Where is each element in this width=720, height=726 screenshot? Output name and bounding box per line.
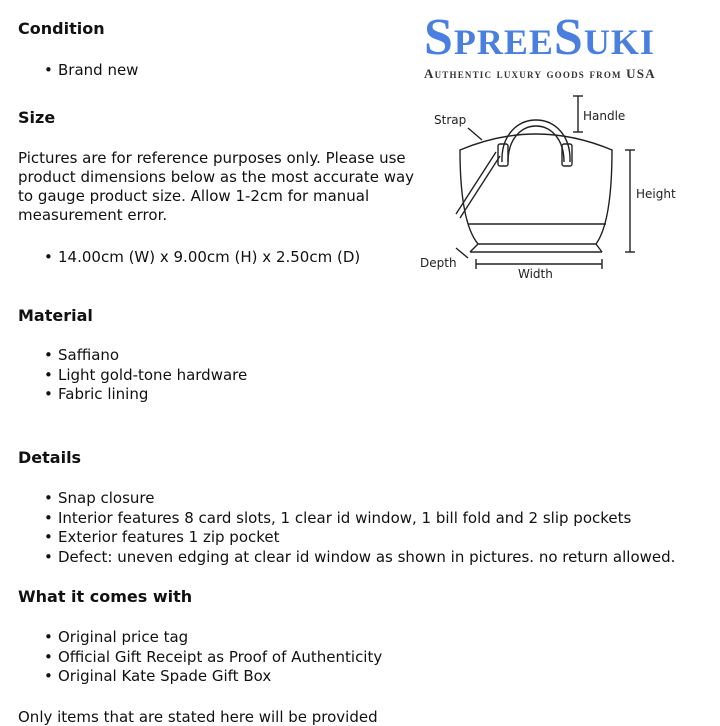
list-item: • Interior features 8 card slots, 1 clear id window, 1 bill fold and 2 slip pockets xyxy=(44,509,675,529)
comes-with-heading: What it comes with xyxy=(18,587,193,606)
handle-label: Handle xyxy=(583,109,626,123)
bag-body xyxy=(460,134,612,244)
size-note: Pictures are for reference purposes only. Please use product dimensions below as the most accurate way to gauge product size. Allow 1-2cm for manual measurement error. xyxy=(18,149,415,224)
list-item: • Original price tag xyxy=(44,628,382,648)
material-heading: Material xyxy=(18,306,93,325)
list-item: • Saffiano xyxy=(44,346,247,366)
list-item: • Fabric lining xyxy=(44,385,247,405)
brand-logo xyxy=(424,9,716,82)
list-item: • Light gold-tone hardware xyxy=(44,366,247,386)
bag-base-left xyxy=(470,244,478,252)
list-item: • Exterior features 1 zip pocket xyxy=(44,528,675,548)
list-item: • 14.00cm (W) x 9.00cm (H) x 2.50cm (D) xyxy=(44,248,360,268)
material-list xyxy=(44,346,247,405)
footer-note: Only items that are stated here will be provided xyxy=(18,708,378,726)
bag-strap xyxy=(456,152,496,214)
list-item: • Snap closure xyxy=(44,489,675,509)
strap-label: Strap xyxy=(434,113,467,127)
bag-base-right xyxy=(596,244,602,252)
list-item: • Original Kate Spade Gift Box xyxy=(44,667,382,687)
width-label: Width xyxy=(518,267,553,281)
depth-label: Depth xyxy=(420,256,457,270)
details-list xyxy=(44,489,675,567)
bag-measurement-diagram xyxy=(416,92,706,284)
condition-list xyxy=(44,61,138,81)
comes-with-list xyxy=(44,628,382,687)
condition-heading: Condition xyxy=(18,19,105,38)
details-heading: Details xyxy=(18,448,82,467)
height-label: Height xyxy=(636,187,676,201)
brand-logo-tagline: Authentic luxury goods from USA xyxy=(424,66,656,81)
bag-handle-inner xyxy=(508,126,564,162)
list-item: • Defect: uneven edging at clear id window as shown in pictures. no return allowed. xyxy=(44,548,675,568)
size-heading: Size xyxy=(18,108,56,127)
brand-logo-name: SpreeSuki xyxy=(424,9,655,66)
size-list xyxy=(44,248,360,268)
depth-arrow xyxy=(456,248,468,258)
bag-strap-inner xyxy=(460,156,500,218)
list-item: • Official Gift Receipt as Proof of Authenticity xyxy=(44,648,382,668)
strap-pointer xyxy=(468,128,482,140)
list-item: • Brand new xyxy=(44,61,138,81)
